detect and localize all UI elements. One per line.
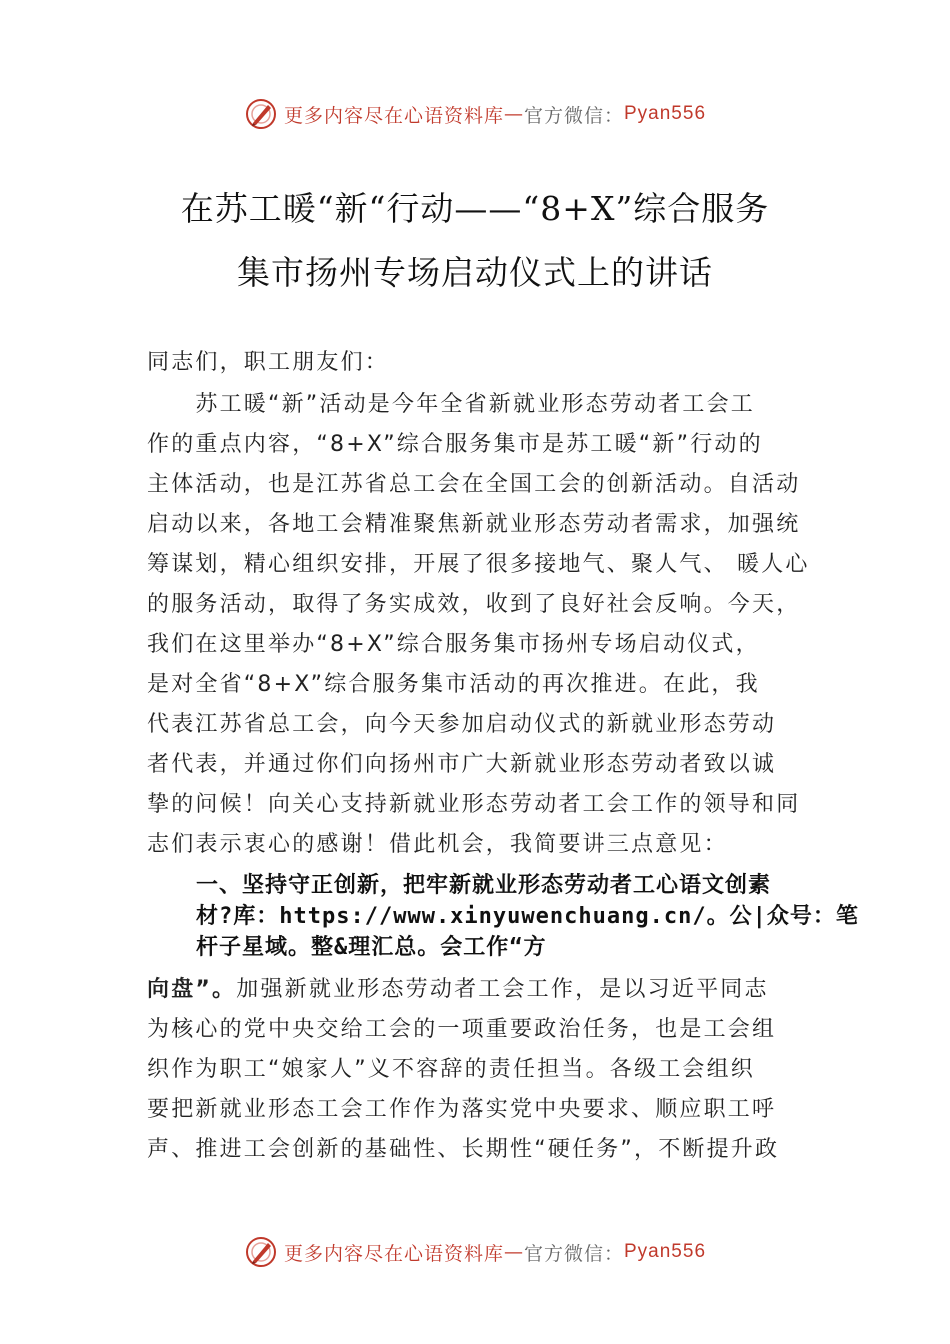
- banner-wechat-id: Pyan556: [624, 103, 707, 124]
- banner-wechat-label: 官方微信：: [523, 104, 624, 127]
- paragraph-section-1: [147, 970, 827, 1170]
- paragraph-line: 苏工暖“新”活动是今年全省新就业形态劳动者工会工: [147, 392, 755, 417]
- paragraph-line: 者代表，并通过你们向扬州市广大新就业形态劳动者致以诚: [147, 752, 777, 777]
- header-watermark-banner: [0, 94, 950, 134]
- salutation: [147, 343, 827, 383]
- footer-watermark-banner: [0, 1232, 950, 1272]
- paragraph-line: 作的重点内容，“8+X”综合服务集市是苏工暖“新”行动的: [147, 432, 763, 457]
- heading-line: 一、坚持守正创新，把牢新就业形态劳动者工心语文创素: [196, 873, 772, 898]
- paragraph-line: 筹谋划，精心组织安排，开展了很多接地气、聚人气、 暖人心: [147, 552, 810, 577]
- paragraph-line: 主体活动，也是江苏省总工会在全国工会的创新活动。自活动: [147, 472, 801, 497]
- banner-dash: —: [503, 103, 524, 125]
- heading-line: 材?库：https://www.xinyuwenchuang.cn/。公|众号：笔: [196, 904, 859, 929]
- paragraph-line: 为核心的党中央交给工会的一项重要政治任务，也是工会组: [147, 1017, 777, 1042]
- heading-line: 杆子星域。整&理汇总。会工作“方: [196, 935, 547, 960]
- paragraph-line: 挚的问候！向关心支持新就业形态劳动者工会工作的领导和同: [147, 792, 801, 817]
- document-title-line-1: 在苏工暖“新“行动——“8+X”综合服务: [180, 189, 770, 228]
- banner-library-text: 更多内容尽在心语资料库: [283, 1242, 504, 1265]
- banner-library-text: 更多内容尽在心语资料库: [283, 104, 504, 127]
- pen-seal-logo-icon: [244, 97, 278, 131]
- first-line-rest: 加强新就业形态劳动者工会工作，是以习近平同志: [236, 977, 769, 1002]
- paragraph-line: 织作为职工“娘家人”义不容辞的责任担当。各级工会组织: [147, 1057, 755, 1082]
- paragraph-line: 声、推进工会创新的基础性、长期性“硬任务”，不断提升政: [147, 1137, 780, 1162]
- paragraph-line: 要把新就业形态工会工作作为落实党中央要求、顺应职工呼: [147, 1097, 777, 1122]
- document-title-line-2: 集市扬州专场启动仪式上的讲话: [237, 253, 713, 292]
- pen-seal-logo-icon: [244, 1235, 278, 1269]
- paragraph-intro: [147, 385, 827, 865]
- banner-wechat-id: Pyan556: [624, 1241, 707, 1262]
- paragraph-line: 的服务活动，取得了务实成效，收到了良好社会反响。今天，: [147, 592, 801, 617]
- banner-wechat-label: 官方微信：: [523, 1242, 624, 1265]
- paragraph-line: 我们在这里举办“8+X”综合服务集市扬州专场启动仪式，: [147, 632, 760, 657]
- bold-lead-text: 向盘”。: [147, 977, 237, 1002]
- salutation-text: 同志们，职工朋友们：: [147, 350, 390, 375]
- paragraph-line: 启动以来，各地工会精准聚焦新就业形态劳动者需求，加强统: [147, 512, 801, 537]
- paragraph-line: 是对全省“8+X”综合服务集市活动的再次推进。在此，我: [147, 672, 760, 697]
- section-heading-1: [196, 870, 859, 963]
- paragraph-line: 志们表示衷心的感谢！借此机会，我简要讲三点意见：: [147, 832, 728, 857]
- banner-dash: —: [503, 1241, 524, 1263]
- paragraph-first-line: [147, 970, 827, 1010]
- paragraph-line: 代表江苏省总工会，向今天参加启动仪式的新就业形态劳动: [147, 712, 777, 737]
